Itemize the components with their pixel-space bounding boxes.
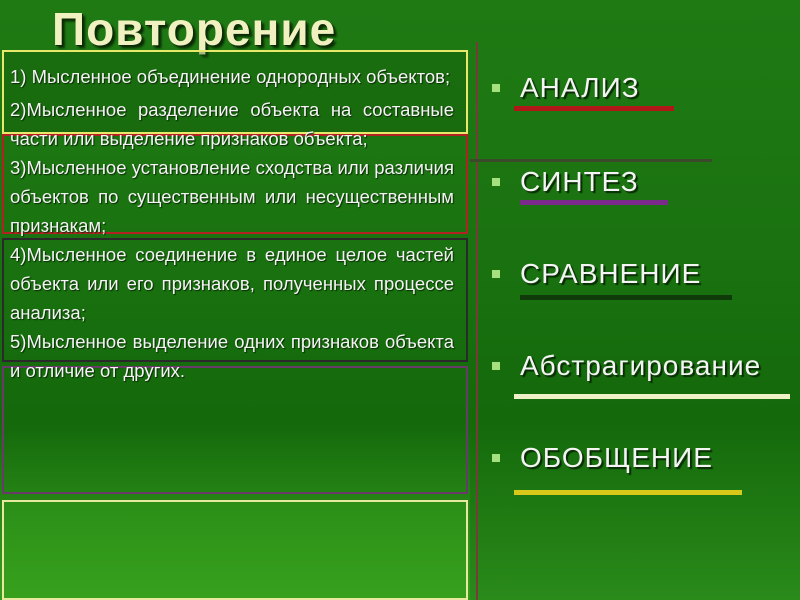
definition-item-3: 3)Мысленное установление сходства или различия объектов по существенным или несущественным признакам; <box>10 157 454 236</box>
term-label: Абстрагирование <box>520 350 762 381</box>
term-underline <box>520 295 732 300</box>
term-underline <box>520 200 668 205</box>
bullet-square-icon <box>492 270 500 278</box>
term-underline <box>514 394 790 399</box>
definition-frame-5 <box>2 500 468 600</box>
term-label: СИНТЕЗ <box>520 166 639 197</box>
horizontal-divider <box>470 159 712 162</box>
definitions-list <box>10 62 454 385</box>
vertical-divider <box>476 42 478 600</box>
definition-item-1: 1) Мысленное объединение однородных объектов; <box>10 66 451 87</box>
bullet-square-icon <box>492 84 500 92</box>
definition-item-5: 5)Мысленное выделение одних признаков объекта и отличие от других. <box>10 331 454 381</box>
bullet-square-icon <box>492 454 500 462</box>
definition-frame-4 <box>2 366 468 494</box>
term-label: АНАЛИЗ <box>520 72 640 103</box>
definition-item-4: 4)Мысленное соединение в единое целое частей объекта или его признаков, полученных процессе анализа; <box>10 244 454 323</box>
slide-title: Повторение <box>52 3 337 55</box>
definition-item-2: 2)Мысленное разделение объекта на составные части или выделение признаков объекта; <box>10 99 454 149</box>
term-underline <box>514 106 674 111</box>
term-label: ОБОБЩЕНИЕ <box>520 442 713 473</box>
term-underline <box>514 490 742 495</box>
bullet-square-icon <box>492 178 500 186</box>
term-label: СРАВНЕНИЕ <box>520 258 702 289</box>
bullet-square-icon <box>492 362 500 370</box>
